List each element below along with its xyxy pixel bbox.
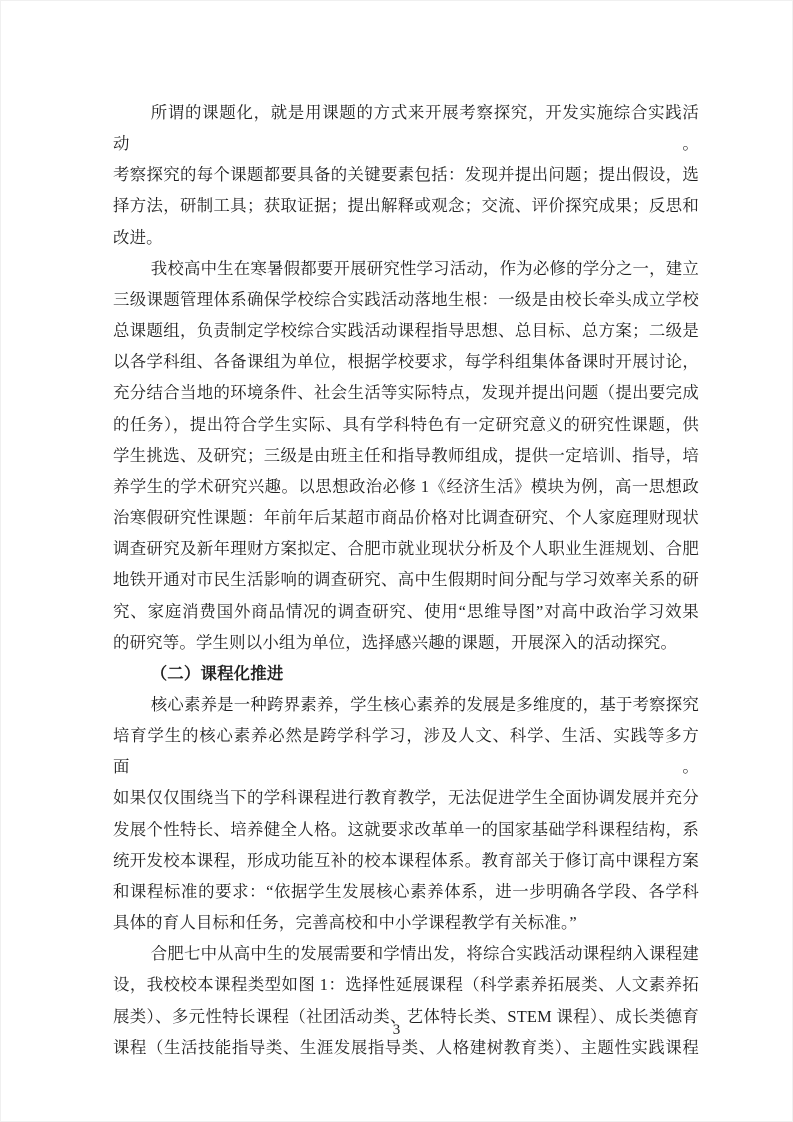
text-line: 所谓的课题化，就是用课题的方式来开展考察探究，开发实施综合实践活动。 — [113, 103, 699, 154]
text-line: 课程（生活技能指导类、生涯发展指导类、人格建树教育类）、主题性实践课程 — [113, 1037, 699, 1057]
text-line: 合肥七中从高中生的发展需要和学情出发，将综合实践活动课程纳入课程建 — [150, 944, 699, 964]
text-line: 调查研究及新年理财方案拟定、合肥市就业现状分析及个人职业生涯规划、合肥 — [113, 539, 699, 559]
text-line: 学生挑选、及研究；三级是由班主任和指导教师组成，提供一定培训、指导，培 — [113, 445, 699, 465]
section-heading: （二）课程化推进 — [150, 663, 284, 683]
text-line: 具体的育人目标和任务，完善高校和中小学课程教学有关标准。” — [113, 913, 577, 933]
text-line: 展类）、多元性特长课程（社团活动类、艺体特长类、STEM 课程）、成长类德育 — [113, 1006, 699, 1026]
text-line: 改进。 — [113, 227, 163, 247]
text-line: 择方法，研制工具；获取证据；提出解释或观念；交流、评价探究成果；反思和 — [113, 196, 699, 216]
text-line: 和课程标准的要求：“依据学生发展核心素养体系，进一步明确各学段、各学科 — [113, 881, 699, 901]
page-number: 3 — [392, 1022, 401, 1038]
text-line: 地铁开通对市民生活影响的调查研究、高中生假期时间分配与学习效率关系的研 — [113, 570, 699, 590]
text-line: 我校高中生在寒暑假都要开展研究性学习活动，作为必修的学分之一，建立 — [150, 258, 699, 278]
text-line: 治寒假研究性课题：年前年后某超市商品价格对比调查研究、个人家庭理财现状 — [113, 508, 699, 528]
text-line: 设，我校校本课程类型如图 1：选择性延展课程（科学素养拓展类、人文素养拓 — [113, 975, 699, 995]
text-line: 培育学生的核心素养必然是跨学科学习，涉及人文、科学、生活、实践等多方面。 — [113, 726, 699, 777]
document-body — [113, 97, 699, 1063]
text-line: 的研究等。学生则以小组为单位，选择感兴趣的课题，开展深入的活动探究。 — [113, 632, 678, 652]
text-line: 考察探究的每个课题都要具备的关键要素包括：发现并提出问题；提出假设，选 — [113, 165, 699, 185]
text-line: 三级课题管理体系确保学校综合实践活动落地生根：一级是由校长牵头成立学校 — [113, 289, 699, 309]
text-line: 核心素养是一种跨界素养，学生核心素养的发展是多维度的，基于考察探究 — [150, 694, 699, 714]
text-line: 养学生的学术研究兴趣。以思想政治必修 1《经济生活》模块为例，高一思想政 — [113, 476, 699, 496]
text-line: 统开发校本课程，形成功能互补的校本课程体系。教育部关于修订高中课程方案 — [113, 850, 699, 870]
text-line: 究、家庭消费国外商品情况的调查研究、使用“思维导图”对高中政治学习效果 — [113, 601, 699, 621]
text-line: 发展个性特长、培养健全人格。这就要求改革单一的国家基础学科课程结构，系 — [113, 819, 699, 839]
text-line: 以各学科组、各备课组为单位，根据学校要求，每学科组集体备课时开展讨论， — [113, 352, 699, 372]
text-line: 的任务），提出符合学生实际、具有学科特色有一定研究意义的研究性课题，供 — [113, 414, 699, 434]
text-line: 如果仅仅围绕当下的学科课程进行教育教学，无法促进学生全面协调发展并充分 — [113, 788, 699, 808]
text-line: 总课题组，负责制定学校综合实践活动课程指导思想、总目标、总方案；二级是 — [113, 321, 699, 341]
text-line: 充分结合当地的环境条件、社会生活等实际特点，发现并提出问题（提出要完成 — [113, 383, 699, 403]
